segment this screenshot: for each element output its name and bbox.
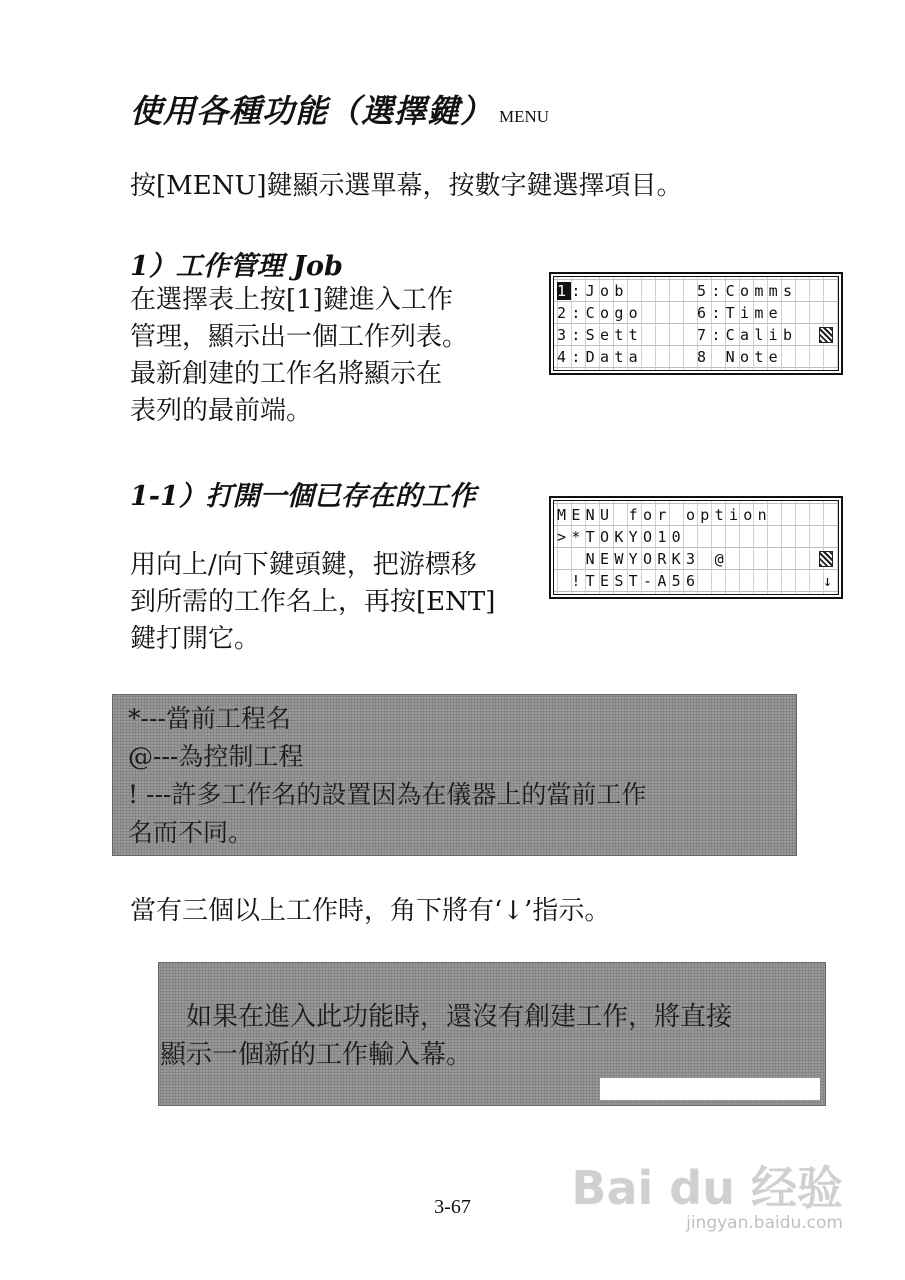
lcd-row (557, 280, 835, 302)
job-row-text: !TEST-A56 (557, 572, 701, 590)
arrow-note-text: 當有三個以上工作時，角下將有‘↓’指示。 (130, 896, 611, 926)
lcd-row (557, 548, 835, 570)
job-lcd-screen (549, 496, 843, 599)
legend-line: ! ---許多工作名的設置因為在儀器上的當前工作 (128, 780, 647, 809)
page-title: 使用各種功能（選擇鍵） MENU (130, 92, 550, 130)
info-box-blank-patch (600, 1078, 820, 1100)
paragraph-line: 在選擇表上按[1]鍵進入工作 (130, 285, 453, 315)
title-menu-suffix: MENU (499, 107, 550, 126)
menu-cursor: 1 (557, 282, 572, 300)
battery-icon (819, 551, 833, 567)
menu-item-sett: :Sett (571, 326, 643, 344)
paragraph-line: 最新創建的工作名將顯示在 (130, 359, 443, 389)
lcd-row: >*TOKYO10 (557, 528, 686, 546)
menu-number: 4 (557, 348, 572, 366)
legend-line: 名而不同。 (128, 818, 254, 847)
menu-item-time: 6:Time (697, 304, 783, 322)
menu-item-cogo: :Cogo (571, 304, 643, 322)
legend-line: *---當前工程名 (128, 704, 291, 733)
lcd-row (557, 324, 835, 346)
menu-item-note: 8 Note (697, 348, 783, 366)
page-number: 3-67 (434, 1196, 471, 1218)
menu-item-job: :Job (571, 282, 629, 300)
paragraph-line: 表列的最前端。 (130, 396, 313, 426)
legend-line: @---為控制工程 (128, 742, 304, 771)
paragraph-line: 到所需的工作名上，再按[ENT] (130, 587, 496, 617)
lcd-row: MENU for option (557, 506, 772, 524)
paragraph-line: 用向上/向下鍵頭鍵，把游標移 (130, 550, 477, 580)
watermark-url: jingyan.baidu.com (686, 1213, 843, 1233)
paragraph-line: 鍵打開它。 (130, 624, 261, 654)
menu-item-calib: 7:Calib (697, 326, 798, 344)
lcd-row (557, 346, 835, 368)
menu-lcd-screen (549, 272, 843, 375)
menu-number: 2 (557, 304, 572, 322)
intro-text: 按[MENU]鍵顯示選單幕，按數字鍵選擇項目。 (130, 171, 683, 201)
info-text (160, 998, 732, 1074)
menu-item-comms: 5:Comms (697, 282, 798, 300)
menu-item-data: :Data (571, 348, 643, 366)
info-line: 顯示一個新的工作輸入幕。 (160, 1040, 473, 1070)
paragraph-line: 管理，顯示出一個工作列表。 (130, 322, 469, 352)
section-heading-job: 1）工作管理 Job (130, 251, 343, 282)
job-row-text: NEWYORK3 @ (557, 550, 729, 568)
scroll-down-arrow-icon: ↓ (822, 572, 832, 590)
section-job-body (130, 282, 468, 430)
battery-icon (819, 327, 833, 343)
section-heading-open-job: 1-1）打開一個已存在的工作 (130, 481, 476, 512)
menu-number: 3 (557, 326, 572, 344)
legend-text (128, 700, 646, 852)
watermark-logo: Bai du 经验 (571, 1161, 843, 1215)
section-open-job-body (130, 547, 495, 658)
lcd-row (557, 570, 835, 592)
info-line: 如果在進入此功能時，還沒有創建工作，將直接 (186, 1002, 733, 1032)
lcd-row (557, 302, 835, 324)
